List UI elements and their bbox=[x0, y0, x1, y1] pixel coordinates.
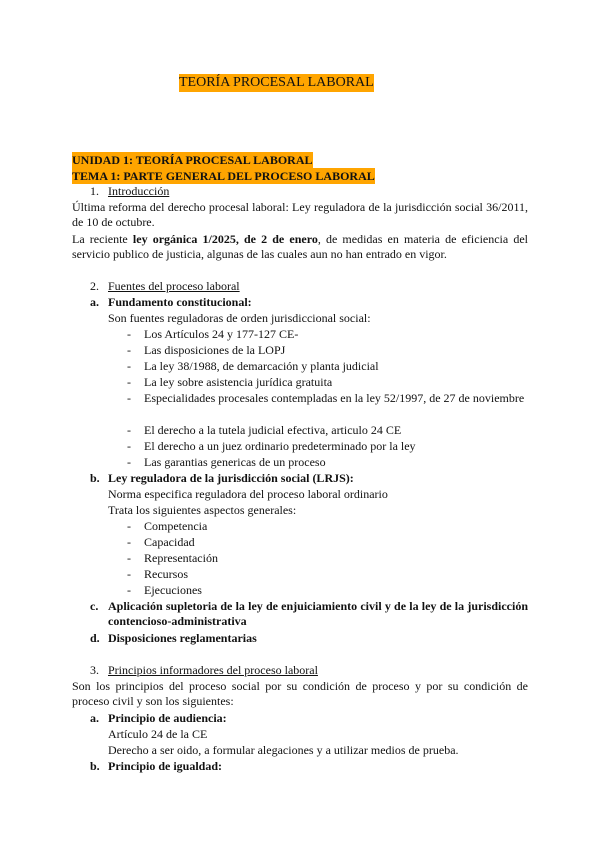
section-2a-intro: Son fuentes reguladoras de orden jurisdiccional social: bbox=[108, 311, 371, 325]
section-3a-line-2: Derecho a ser oido, a formular alegaciones y a utilizar medios de prueba. bbox=[108, 743, 459, 757]
section-3-heading: Principios informadores del proceso laboral bbox=[108, 663, 318, 677]
section-2-number: 2. bbox=[90, 279, 99, 293]
section-3-intro: Son los principios del proceso social por su condición de proceso y por su condición de proceso civil y son los siguientes: bbox=[72, 679, 528, 708]
section-3a-line-1: Artículo 24 de la CE bbox=[108, 727, 208, 741]
list-item: Las disposiciones de la LOPJ bbox=[144, 343, 286, 357]
section-2d-title: Disposiciones reglamentarias bbox=[108, 631, 257, 645]
tema-heading: TEMA 1: PARTE GENERAL DEL PROCESO LABORAL bbox=[72, 169, 375, 183]
list-dash: - bbox=[127, 327, 131, 341]
section-2c-title: Aplicación supletoria de la ley de enjuiciamiento civil y de la ley de la jurisdicción contencioso-administrativa bbox=[108, 599, 528, 628]
section-3a-title: Principio de audiencia: bbox=[108, 711, 227, 725]
list-item: El derecho a un juez ordinario predeterminado por la ley bbox=[144, 439, 416, 453]
list-item: Representación bbox=[144, 551, 218, 565]
list-item: Ejecuciones bbox=[144, 583, 202, 597]
section-2b-intro-2: Trata los siguientes aspectos generales: bbox=[108, 503, 297, 517]
list-dash: - bbox=[127, 439, 131, 453]
list-item: Los Artículos 24 y 177-127 CE- bbox=[144, 327, 299, 341]
list-item: La ley 38/1988, de demarcación y planta judicial bbox=[144, 359, 379, 373]
unit-heading: UNIDAD 1: TEORÍA PROCESAL LABORAL bbox=[72, 153, 313, 167]
section-2a-title: Fundamento constitucional: bbox=[108, 295, 252, 309]
list-item: Las garantias genericas de un proceso bbox=[144, 455, 326, 469]
section-2b-title: Ley reguladora de la jurisdicción social (LRJS): bbox=[108, 471, 354, 485]
section-2b-intro-1: Norma especifica reguladora del proceso laboral ordinario bbox=[108, 487, 388, 501]
section-1-paragraph-1: Última reforma del derecho procesal laboral: Ley reguladora de la jurisdicción social 36/2011, de 10 de octubre. bbox=[72, 200, 528, 229]
section-2d-letter: d. bbox=[90, 631, 100, 645]
list-dash: - bbox=[127, 535, 131, 549]
section-2c-letter: c. bbox=[90, 599, 99, 613]
list-dash: - bbox=[127, 375, 131, 389]
list-dash: - bbox=[127, 551, 131, 565]
section-3-number: 3. bbox=[90, 663, 99, 677]
list-item: Capacidad bbox=[144, 535, 195, 549]
list-dash: - bbox=[127, 567, 131, 581]
list-dash: - bbox=[127, 423, 131, 437]
list-dash: - bbox=[127, 519, 131, 533]
list-dash: - bbox=[127, 359, 131, 373]
section-2-heading: Fuentes del proceso laboral bbox=[108, 279, 240, 293]
list-item: Competencia bbox=[144, 519, 208, 533]
list-dash: - bbox=[127, 343, 131, 357]
list-item: La ley sobre asistencia jurídica gratuita bbox=[144, 375, 333, 389]
section-1-heading: Introducción bbox=[108, 184, 170, 198]
section-3b-title: Principio de igualdad: bbox=[108, 759, 223, 773]
section-2a-letter: a. bbox=[90, 295, 99, 309]
list-item: Especialidades procesales contempladas en la ley 52/1997, de 27 de noviembre bbox=[144, 391, 525, 405]
list-item: Recursos bbox=[144, 567, 188, 581]
organic-law-reference: ley orgánica 1/2025, de 2 de enero bbox=[132, 232, 318, 246]
list-item: El derecho a la tutela judicial efectiva, articulo 24 CE bbox=[144, 423, 402, 437]
section-1-number: 1. bbox=[90, 184, 99, 198]
document-title: TEORÍA PROCESAL LABORAL bbox=[179, 75, 374, 90]
list-dash: - bbox=[127, 583, 131, 597]
list-dash: - bbox=[127, 455, 131, 469]
list-dash: - bbox=[127, 391, 131, 405]
section-1-paragraph-2: La reciente ley orgánica 1/2025, de 2 de enero, de medidas en materia de eficiencia del servicio publico de justicia, algunas de las cuales aun no han entrado en vigor. bbox=[72, 232, 529, 261]
section-3b-letter: b. bbox=[90, 759, 100, 773]
section-3a-letter: a. bbox=[90, 711, 99, 725]
section-2b-letter: b. bbox=[90, 471, 100, 485]
